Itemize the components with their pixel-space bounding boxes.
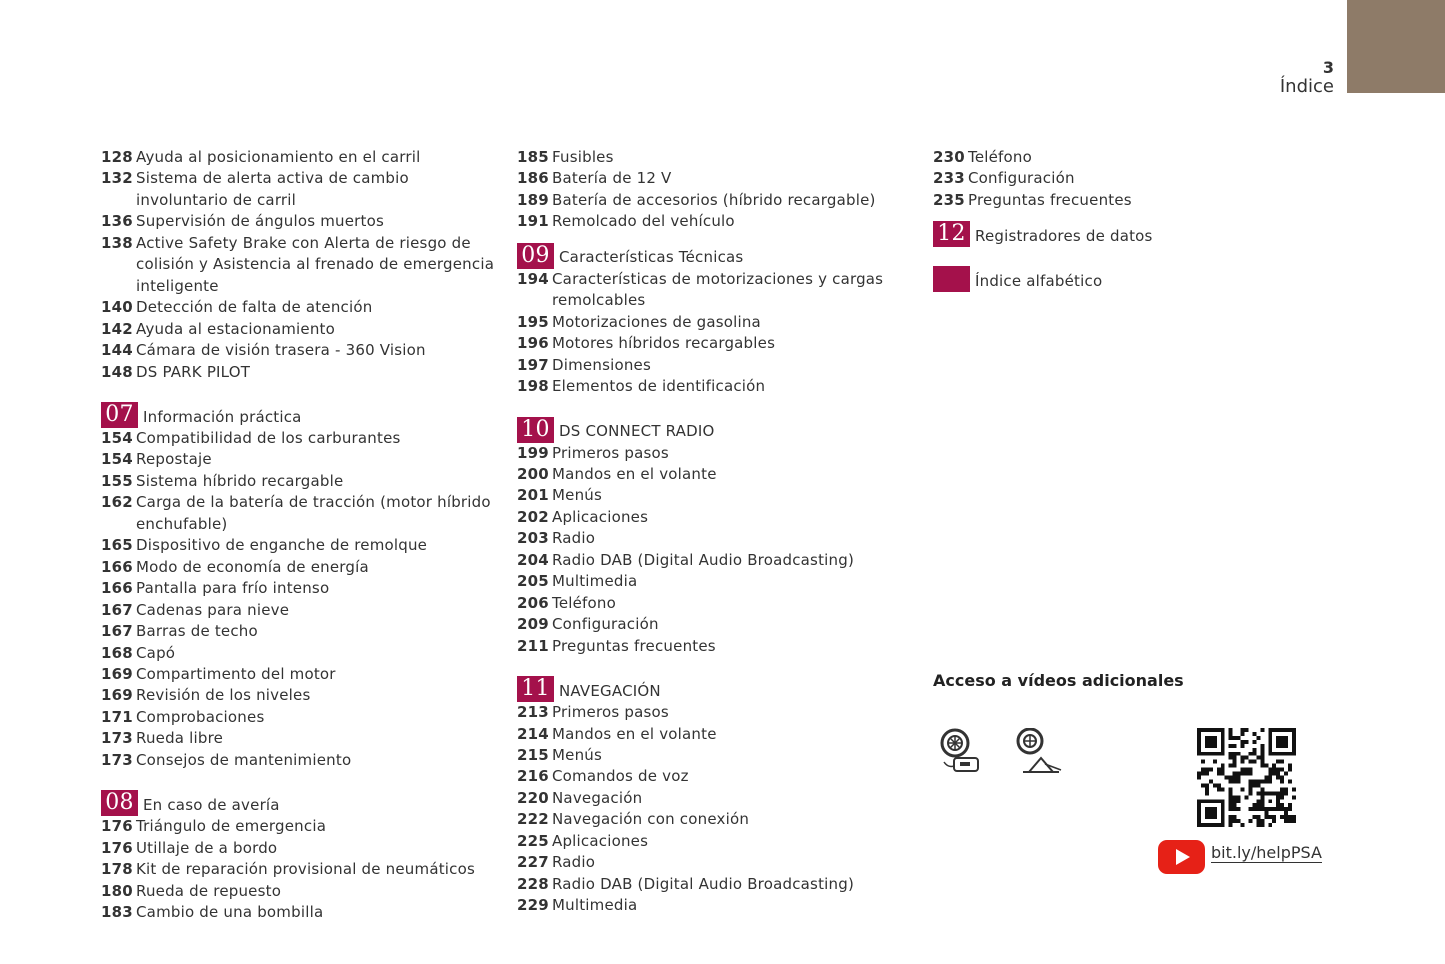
toc-entry-page: 214 <box>517 724 549 743</box>
toc-entry[interactable] <box>517 874 917 895</box>
toc-entry[interactable] <box>933 168 1333 189</box>
toc-entry-page: 132 <box>101 169 133 188</box>
toc-entry-page: 167 <box>101 600 133 619</box>
toc-entry-title: Batería de accesorios (híbrido recargable) <box>552 190 876 209</box>
toc-entry-title: Triángulo de emergencia <box>136 817 327 836</box>
toc-entry[interactable] <box>101 902 501 923</box>
toc-entry-title: Configuración <box>968 169 1075 188</box>
toc-entry-title: Remolcado del vehículo <box>552 212 735 231</box>
toc-entry-title: Sistema híbrido recargable <box>136 471 344 490</box>
help-video-link[interactable]: bit.ly/helpPSA <box>1211 843 1322 862</box>
toc-entry-page: 166 <box>101 557 133 576</box>
toc-entry-page: 183 <box>101 903 133 922</box>
toc-entry-page: 128 <box>101 148 133 166</box>
toc-entry-page: 199 <box>517 443 549 462</box>
toc-entry-title: Multimedia <box>552 572 638 591</box>
toc-entry[interactable] <box>517 464 917 485</box>
toc-entry-page: 173 <box>101 750 133 769</box>
toc-entry-title: Radio DAB (Digital Audio Broadcasting) <box>552 550 854 569</box>
chapter-title: Registradores de datos <box>975 226 1153 245</box>
toc-entry-page: 233 <box>933 169 965 188</box>
toc-entry[interactable] <box>517 211 917 232</box>
toc-entry[interactable] <box>517 788 917 809</box>
toc-entry-title: Compartimento del motor <box>136 664 336 683</box>
toc-entry[interactable] <box>517 333 917 354</box>
toc-entry[interactable] <box>101 859 501 880</box>
toc-entry-page: 167 <box>101 622 133 641</box>
toc-entry-title: Motorizaciones de gasolina <box>552 312 761 331</box>
toc-entry-title: Ayuda al posicionamiento en el carril <box>136 148 421 166</box>
chapter-badge: 10 <box>517 417 554 443</box>
toc-entry-page: 209 <box>517 615 549 634</box>
toc-entry-title: Cadenas para nieve <box>136 600 290 619</box>
chapter-badge: 09 <box>517 243 554 269</box>
toc-entry-title: Elementos de identificación <box>552 377 766 396</box>
toc-entry[interactable] <box>517 745 917 766</box>
toc-entry-page: 186 <box>517 169 549 188</box>
toc-entry-title: Sistema de alerta activa de cambio involuntario de carril <box>136 169 409 209</box>
toc-entry[interactable] <box>517 190 917 211</box>
toc-entry[interactable] <box>517 593 917 614</box>
toc-entry-title: Cambio de una bombilla <box>136 903 324 922</box>
toc-entry[interactable] <box>101 471 501 492</box>
toc-entry-page: 213 <box>517 703 549 722</box>
toc-entry[interactable] <box>517 507 917 528</box>
chapter-title: Índice alfabético <box>975 271 1103 290</box>
toc-entry-page: 142 <box>101 319 133 338</box>
toc-entry-title: Navegación <box>552 788 643 807</box>
toc-entry[interactable] <box>517 766 917 787</box>
toc-entry[interactable] <box>517 895 917 916</box>
toc-entry-page: 195 <box>517 312 549 331</box>
toc-entry-page: 191 <box>517 212 549 231</box>
toc-entry-page: 196 <box>517 334 549 353</box>
toc-entry-page: 216 <box>517 767 549 786</box>
chapter-badge <box>933 266 970 292</box>
toc-entry-title: Menús <box>552 745 602 764</box>
toc-entry[interactable] <box>101 449 501 470</box>
toc-entry-page: 185 <box>517 148 549 166</box>
toc-entry-page: 169 <box>101 664 133 683</box>
toc-entry-title: Pantalla para frío intenso <box>136 579 330 598</box>
chapter-heading[interactable] <box>101 790 501 816</box>
toc-entry-title: Comandos de voz <box>552 767 689 786</box>
page-number: 3 <box>1322 58 1334 77</box>
chapter-heading[interactable] <box>517 417 917 443</box>
toc-entry-page: 230 <box>933 148 965 166</box>
toc-entry-page: 206 <box>517 593 549 612</box>
toc-entry-title: Aplicaciones <box>552 831 649 850</box>
toc-entry-title: Características de motorizaciones y cargas remolcables <box>552 269 884 310</box>
toc-entry-title: Radio DAB (Digital Audio Broadcasting) <box>552 874 854 893</box>
toc-entry-title: Radio <box>552 853 596 872</box>
toc-entry-page: 198 <box>517 377 549 396</box>
toc-entry-page: 140 <box>101 298 133 317</box>
toc-entry[interactable] <box>101 600 501 621</box>
toc-column-1 <box>101 147 501 924</box>
toc-entry-page: 189 <box>517 190 549 209</box>
toc-entry-page: 162 <box>101 493 133 512</box>
toc-entry[interactable] <box>101 816 501 837</box>
toc-entry-page: 180 <box>101 881 133 900</box>
toc-entry-page: 166 <box>101 579 133 598</box>
toc-entry[interactable] <box>101 428 501 449</box>
toc-entry-title: Revisión de los niveles <box>136 686 311 705</box>
toc-entry-page: 176 <box>101 838 133 857</box>
toc-entry-page: 203 <box>517 529 549 548</box>
chapter-heading[interactable] <box>101 402 501 428</box>
toc-entry-title: Barras de techo <box>136 622 258 641</box>
toc-entry-title: Motores híbridos recargables <box>552 334 776 353</box>
toc-entry[interactable] <box>517 571 917 592</box>
toc-entry-title: Utillaje de a bordo <box>136 838 278 857</box>
toc-entry-page: 197 <box>517 355 549 374</box>
toc-entry[interactable] <box>101 881 501 902</box>
toc-entry-title: Capó <box>136 643 176 662</box>
toc-entry-title: Batería de 12 V <box>552 169 672 188</box>
toc-entry[interactable] <box>933 147 1333 168</box>
toc-entry[interactable] <box>517 147 917 168</box>
toc-entry-title: Dispositivo de enganche de remolque <box>136 536 428 555</box>
toc-entry[interactable] <box>101 643 501 664</box>
toc-entry[interactable] <box>101 535 501 556</box>
chapter-badge: 08 <box>101 790 138 816</box>
toc-entry-page: 173 <box>101 729 133 748</box>
youtube-icon[interactable] <box>1158 840 1205 874</box>
toc-entry-title: Detección de falta de atención <box>136 298 373 317</box>
toc-entry-page: 202 <box>517 507 549 526</box>
chapter-badge: 11 <box>517 676 554 702</box>
toc-entry[interactable] <box>101 685 501 706</box>
toc-entry[interactable] <box>101 664 501 685</box>
toc-entry-page: 165 <box>101 536 133 555</box>
toc-entry-page: 148 <box>101 362 133 381</box>
toc-column-3 <box>933 147 1333 292</box>
toc-entry-title: Configuración <box>552 615 659 634</box>
toc-entry[interactable] <box>517 614 917 635</box>
tyre-jack-icon[interactable] <box>1015 728 1063 776</box>
toc-entry[interactable] <box>933 190 1333 211</box>
toc-entry-page: 204 <box>517 550 549 569</box>
toc-entry-page: 154 <box>101 428 133 447</box>
toc-entry-title: Teléfono <box>968 148 1032 166</box>
toc-entry[interactable] <box>517 724 917 745</box>
toc-entry[interactable] <box>101 168 501 211</box>
corner-tab <box>1347 0 1445 93</box>
toc-entry[interactable] <box>517 809 917 830</box>
toc-entry[interactable] <box>517 485 917 506</box>
toc-entry[interactable] <box>101 750 501 771</box>
toc-entry-page: 178 <box>101 860 133 879</box>
qr-code-icon[interactable] <box>1197 728 1296 827</box>
toc-entry[interactable] <box>517 168 917 189</box>
toc-entry-page: 211 <box>517 636 549 655</box>
toc-entry-title: Preguntas frecuentes <box>968 190 1132 209</box>
toc-entry-page: 200 <box>517 464 549 483</box>
toc-entry-page: 229 <box>517 896 549 915</box>
chapter-badge: 12 <box>933 221 970 247</box>
toc-entry-page: 138 <box>101 233 133 252</box>
page-section-title: Índice <box>1279 76 1334 97</box>
chapter-heading[interactable] <box>517 676 917 702</box>
toc-entry-page: 169 <box>101 686 133 705</box>
toc-entry[interactable] <box>101 578 501 599</box>
toc-entry-title: Cámara de visión trasera - 360 Vision <box>136 341 426 360</box>
toc-entry[interactable] <box>517 831 917 852</box>
toc-entry-title: Repostaje <box>136 450 212 469</box>
toc-entry-page: 136 <box>101 212 133 231</box>
toc-entry[interactable] <box>517 312 917 333</box>
toc-entry-page: 144 <box>101 341 133 360</box>
toc-entry[interactable] <box>517 443 917 464</box>
toc-entry-title: Consejos de mantenimiento <box>136 750 352 769</box>
toc-entry-page: 176 <box>101 817 133 836</box>
toc-entry-title: Comprobaciones <box>136 707 265 726</box>
tyre-repair-kit-icon[interactable] <box>938 728 984 776</box>
toc-entry-page: 155 <box>101 471 133 490</box>
toc-entry-title: Primeros pasos <box>552 443 669 462</box>
toc-entry[interactable] <box>101 233 501 297</box>
toc-entry-title: Rueda libre <box>136 729 224 748</box>
toc-entry-page: 194 <box>517 269 549 288</box>
toc-entry[interactable] <box>101 297 501 318</box>
toc-entry-title: Compatibilidad de los carburantes <box>136 428 401 447</box>
chapter-title: NAVEGACIÓN <box>559 681 661 700</box>
toc-column-2 <box>517 147 917 917</box>
toc-entry[interactable] <box>517 269 917 312</box>
chapter-title: En caso de avería <box>143 795 280 814</box>
chapter-heading[interactable] <box>933 221 1333 247</box>
toc-entry-page: 168 <box>101 643 133 662</box>
toc-entry-title: Modo de economía de energía <box>136 557 369 576</box>
toc-entry-page: 215 <box>517 745 549 764</box>
toc-entry[interactable] <box>517 355 917 376</box>
toc-entry-page: 235 <box>933 190 965 209</box>
toc-entry-title: Dimensiones <box>552 355 651 374</box>
toc-entry[interactable] <box>101 319 501 340</box>
toc-entry-page: 201 <box>517 486 549 505</box>
toc-entry-title: Mandos en el volante <box>552 464 717 483</box>
chapter-title: Información práctica <box>143 407 302 426</box>
toc-entry-title: Teléfono <box>552 593 616 612</box>
toc-entry-page: 227 <box>517 853 549 872</box>
toc-entry-page: 205 <box>517 572 549 591</box>
chapter-badge: 07 <box>101 402 138 428</box>
chapter-heading[interactable] <box>517 243 917 269</box>
videos-title: Acceso a vídeos adicionales <box>933 671 1184 690</box>
toc-entry[interactable] <box>101 362 501 383</box>
toc-entry[interactable] <box>517 702 917 723</box>
toc-entry-page: 228 <box>517 874 549 893</box>
toc-entry-page: 220 <box>517 788 549 807</box>
toc-entry[interactable] <box>101 707 501 728</box>
toc-entry[interactable] <box>517 528 917 549</box>
toc-entry-title: Radio <box>552 529 596 548</box>
toc-entry-title: Multimedia <box>552 896 638 915</box>
chapter-title: Características Técnicas <box>559 248 744 267</box>
toc-entry[interactable] <box>101 557 501 578</box>
toc-entry[interactable] <box>517 852 917 873</box>
toc-entry[interactable] <box>101 838 501 859</box>
toc-entry-title: Aplicaciones <box>552 507 649 526</box>
toc-entry[interactable] <box>101 621 501 642</box>
toc-entry[interactable] <box>101 211 501 232</box>
toc-entry-title: Mandos en el volante <box>552 724 717 743</box>
toc-entry[interactable] <box>517 636 917 657</box>
toc-entry-title: Kit de reparación provisional de neumáticos <box>136 860 476 879</box>
toc-entry-title: DS PARK PILOT <box>136 362 251 381</box>
toc-entry-title: Primeros pasos <box>552 703 669 722</box>
toc-entry-page: 222 <box>517 810 549 829</box>
chapter-title: DS CONNECT RADIO <box>559 422 715 441</box>
toc-entry[interactable] <box>101 492 501 535</box>
toc-entry[interactable] <box>101 340 501 361</box>
toc-entry-title: Ayuda al estacionamiento <box>136 319 336 338</box>
toc-entry-title: Rueda de repuesto <box>136 881 282 900</box>
toc-entry-title: Supervisión de ángulos muertos <box>136 212 384 231</box>
toc-entry[interactable] <box>101 147 501 168</box>
toc-entry[interactable] <box>517 550 917 571</box>
toc-entry-page: 154 <box>101 450 133 469</box>
toc-entry-title: Carga de la batería de tracción (motor híbrido enchufable) <box>136 493 491 533</box>
toc-entry-page: 225 <box>517 831 549 850</box>
chapter-heading[interactable] <box>933 266 1333 292</box>
toc-entry-title: Fusibles <box>552 148 614 166</box>
toc-entry-page: 171 <box>101 707 133 726</box>
toc-entry-title: Menús <box>552 486 602 505</box>
toc-entry[interactable] <box>101 728 501 749</box>
toc-entry[interactable] <box>517 376 917 397</box>
toc-entry-title: Navegación con conexión <box>552 810 750 829</box>
toc-entry-title: Preguntas frecuentes <box>552 636 716 655</box>
toc-entry-title: Active Safety Brake con Alerta de riesgo de colisión y Asistencia al frenado de emergencia inteligente <box>136 233 495 295</box>
